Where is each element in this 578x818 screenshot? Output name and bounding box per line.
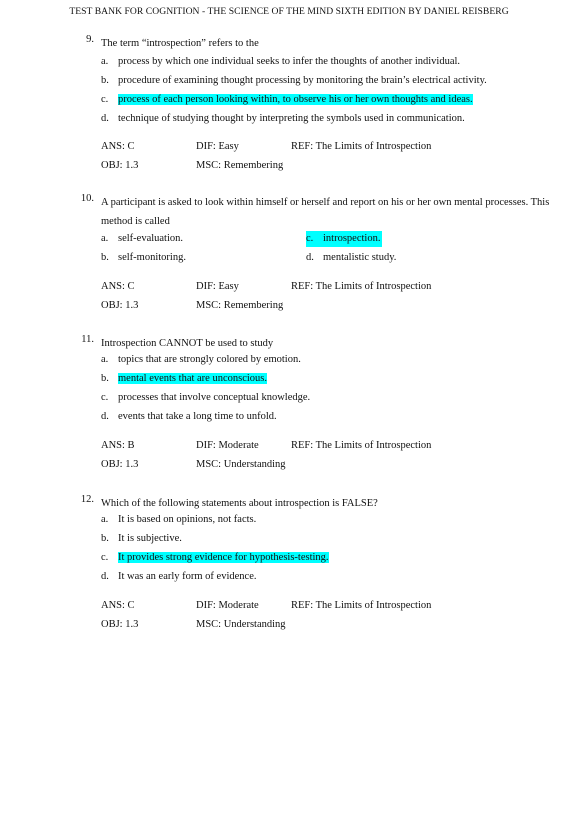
option-c-correct[interactable] <box>101 92 473 108</box>
option-text: It is based on opinions, not facts. <box>118 514 257 525</box>
difficulty: DIF: Moderate <box>196 600 259 611</box>
difficulty: DIF: Easy <box>196 281 239 292</box>
option-letter: c. <box>101 392 109 403</box>
question-number: 11. <box>81 334 94 345</box>
option-text: It is subjective. <box>118 533 182 544</box>
reference: REF: The Limits of Introspection <box>291 281 432 292</box>
option-letter: c. <box>101 552 109 563</box>
option-d[interactable] <box>101 409 277 425</box>
question-stem: The term “introspection” refers to the <box>101 38 259 49</box>
option-letter: b. <box>101 252 109 263</box>
option-a[interactable] <box>101 231 183 247</box>
objective: OBJ: 1.3 <box>101 160 139 171</box>
option-letter: c. <box>306 233 314 244</box>
option-a[interactable] <box>101 512 256 528</box>
option-letter: a. <box>101 56 109 67</box>
objective: OBJ: 1.3 <box>101 300 139 311</box>
option-d[interactable] <box>101 111 465 127</box>
option-text: events that take a long time to unfold. <box>118 411 277 422</box>
msc: MSC: Understanding <box>196 459 286 470</box>
difficulty: DIF: Easy <box>196 141 239 152</box>
option-text: technique of studying thought by interpreting the symbols used in communication. <box>118 113 465 124</box>
option-letter: a. <box>101 233 109 244</box>
option-text: self-monitoring. <box>118 252 186 263</box>
option-b-correct[interactable] <box>101 371 267 387</box>
option-letter: d. <box>101 411 109 422</box>
option-letter: a. <box>101 514 109 525</box>
option-text: self-evaluation. <box>118 233 184 244</box>
page-header: TEST BANK FOR COGNITION - THE SCIENCE OF THE MIND SIXTH EDITION BY DANIEL REISBERG <box>69 6 509 17</box>
question-stem: A participant is asked to look within himself or herself and report on his or her own mental processes. This method is called <box>101 197 550 227</box>
option-d[interactable] <box>101 569 256 585</box>
option-text-highlighted: mental events that are unconscious. <box>118 373 267 384</box>
objective: OBJ: 1.3 <box>101 619 139 630</box>
question-number: 12. <box>80 494 94 505</box>
reference: REF: The Limits of Introspection <box>291 141 432 152</box>
option-a[interactable] <box>101 352 301 368</box>
option-letter: d. <box>101 113 109 124</box>
answer-key: ANS: C <box>101 141 135 152</box>
option-b[interactable] <box>101 73 487 89</box>
answer-key: ANS: B <box>101 440 135 451</box>
option-text: mentalistic study. <box>323 252 397 263</box>
option-c-correct[interactable] <box>101 550 329 566</box>
answer-key: ANS: C <box>101 600 135 611</box>
option-text: topics that are strongly colored by emotion. <box>118 354 301 365</box>
option-b[interactable] <box>101 250 186 266</box>
option-letter: c. <box>101 94 109 105</box>
option-c-correct[interactable] <box>306 231 382 247</box>
msc: MSC: Understanding <box>196 619 286 630</box>
option-letter: a. <box>101 354 109 365</box>
option-text: process by which one individual seeks to infer the thoughts of another individual. <box>118 56 461 67</box>
reference: REF: The Limits of Introspection <box>291 600 432 611</box>
option-b[interactable] <box>101 531 182 547</box>
option-letter: b. <box>101 75 109 86</box>
msc: MSC: Remembering <box>196 160 284 171</box>
option-text-highlighted: process of each person looking within, to observe his or her own thoughts and ideas. <box>118 94 473 105</box>
option-text: processes that involve conceptual knowledge. <box>118 392 311 403</box>
difficulty: DIF: Moderate <box>196 440 259 451</box>
option-text: procedure of examining thought processing by monitoring the brain’s electrical activity. <box>118 75 487 86</box>
question-stem: Which of the following statements about introspection is FALSE? <box>101 498 378 509</box>
option-text: It was an early form of evidence. <box>118 571 257 582</box>
answer-key: ANS: C <box>101 281 135 292</box>
option-text-highlighted: It provides strong evidence for hypothesis-testing. <box>118 552 329 563</box>
option-text-highlighted: introspection. <box>323 233 381 244</box>
objective: OBJ: 1.3 <box>101 459 139 470</box>
msc: MSC: Remembering <box>196 300 284 311</box>
option-letter: b. <box>101 373 109 384</box>
option-letter: d. <box>101 571 109 582</box>
option-letter: d. <box>306 252 314 263</box>
option-c[interactable] <box>101 390 310 406</box>
question-stem: Introspection CANNOT be used to study <box>101 338 274 349</box>
question-number: 10. <box>80 193 94 204</box>
option-d[interactable] <box>306 250 396 266</box>
question-number: 9. <box>86 34 94 45</box>
option-a[interactable] <box>101 54 460 70</box>
reference: REF: The Limits of Introspection <box>291 440 432 451</box>
option-letter: b. <box>101 533 109 544</box>
